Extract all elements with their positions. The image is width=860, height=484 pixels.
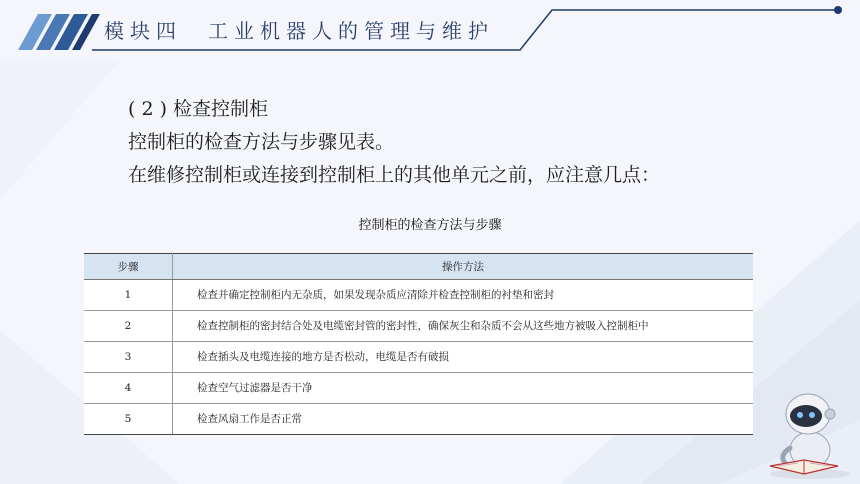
step-number: 1	[84, 280, 173, 311]
paragraph-1: 控制柜的检查方法与步骤见表。	[128, 131, 395, 153]
method-text: 检查风扇工作是否正常	[197, 413, 302, 425]
table-row	[84, 342, 753, 373]
method-cell	[173, 342, 754, 373]
table-row	[84, 280, 753, 311]
method-text: 检查控制柜的密封结合处及电缆密封管的密封性，确保灰尘和杂质不会从这些地方被吸入控制柜中	[197, 320, 649, 332]
method-text: 检查并确定控制柜内无杂质，如果发现杂质应清除并检查控制柜的衬垫和密封	[197, 289, 554, 301]
module-title: 模块四 工业机器人的管理与维护	[104, 19, 494, 43]
header-stripes	[18, 14, 100, 50]
paragraph-2: 在维修控制柜或连接到控制柜上的其他单元之前，应注意几点：	[128, 164, 661, 186]
header-dot	[834, 6, 842, 14]
header-step: 步骤	[84, 254, 173, 280]
section-heading: ( 2 ) 检查控制柜	[128, 98, 269, 120]
table-caption: 控制柜的检查方法与步骤	[358, 218, 502, 233]
step-number: 5	[84, 404, 173, 435]
steps-table	[84, 253, 753, 435]
method-cell	[173, 404, 754, 435]
method-text: 检查空气过滤器是否干净	[197, 382, 313, 394]
method-cell	[173, 280, 754, 311]
method-cell	[173, 373, 754, 404]
robot-reading-icon	[764, 390, 856, 480]
header-method: 操作方法	[173, 254, 754, 280]
step-number: 2	[84, 311, 173, 342]
table-row	[84, 404, 753, 435]
table-row	[84, 373, 753, 404]
method-cell	[173, 311, 754, 342]
step-number: 3	[84, 342, 173, 373]
table-header-row	[84, 254, 753, 280]
method-text: 检查插头及电缆连接的地方是否松动，电缆是否有破损	[197, 351, 449, 363]
table-row	[84, 311, 753, 342]
step-number: 4	[84, 373, 173, 404]
